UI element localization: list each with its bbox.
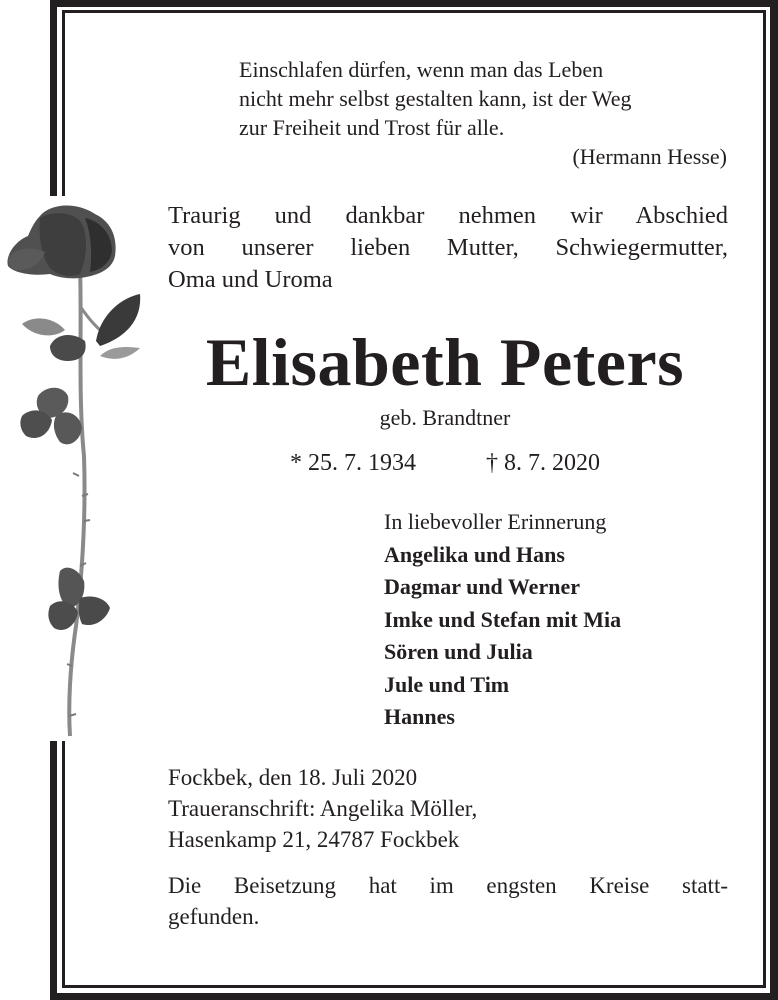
life-dates bbox=[150, 446, 740, 480]
mourner-family: Jule und Tim bbox=[384, 671, 510, 697]
quote-author: (Hermann Hesse) bbox=[572, 144, 727, 169]
rose-icon bbox=[0, 196, 160, 741]
death-date: † 8. 7. 2020 bbox=[486, 450, 600, 476]
quote-line: Einschlafen dürfen, wenn man das Leben bbox=[239, 57, 604, 82]
footer-info bbox=[168, 762, 728, 932]
deceased-name: Elisabeth Peters bbox=[205, 324, 685, 400]
mourners-list bbox=[384, 506, 744, 734]
mourner-family: Sören und Julia bbox=[384, 639, 533, 664]
burial-notice-line: Die Beisetzung hat im engsten Kreise statt- bbox=[168, 873, 728, 898]
burial-notice-line: gefunden. bbox=[168, 904, 260, 929]
quote-line: zur Freiheit und Trost für alle. bbox=[239, 115, 505, 140]
mourning-address: Traueranschrift: Angelika Möller, bbox=[168, 796, 478, 821]
quote-line: nicht mehr selbst gestalten kann, ist der Weg bbox=[239, 86, 632, 111]
hesse-quote bbox=[239, 55, 729, 171]
mourner-family: Imke und Stefan mit Mia bbox=[384, 606, 622, 632]
intro-line: Oma und Uroma bbox=[168, 266, 333, 293]
place-date: Fockbek, den 18. Juli 2020 bbox=[168, 765, 418, 790]
mourner-family: Dagmar und Werner bbox=[384, 574, 580, 599]
burial-notice bbox=[168, 870, 728, 932]
mourner-family: Angelika und Hans bbox=[384, 541, 565, 567]
mourners-heading: In liebevoller Erinnerung bbox=[384, 509, 607, 534]
mourner-family: Hannes bbox=[384, 704, 455, 729]
farewell-intro bbox=[168, 200, 728, 296]
maiden-name: geb. Brandtner bbox=[379, 405, 511, 430]
mourning-address-street: Hasenkamp 21, 24787 Fockbek bbox=[168, 827, 460, 852]
intro-line: Traurig und dankbar nehmen wir Abschied bbox=[168, 202, 728, 229]
birth-date: * 25. 7. 1934 bbox=[290, 450, 416, 476]
intro-line: von unserer lieben Mutter, Schwiegermutter, bbox=[168, 234, 728, 261]
